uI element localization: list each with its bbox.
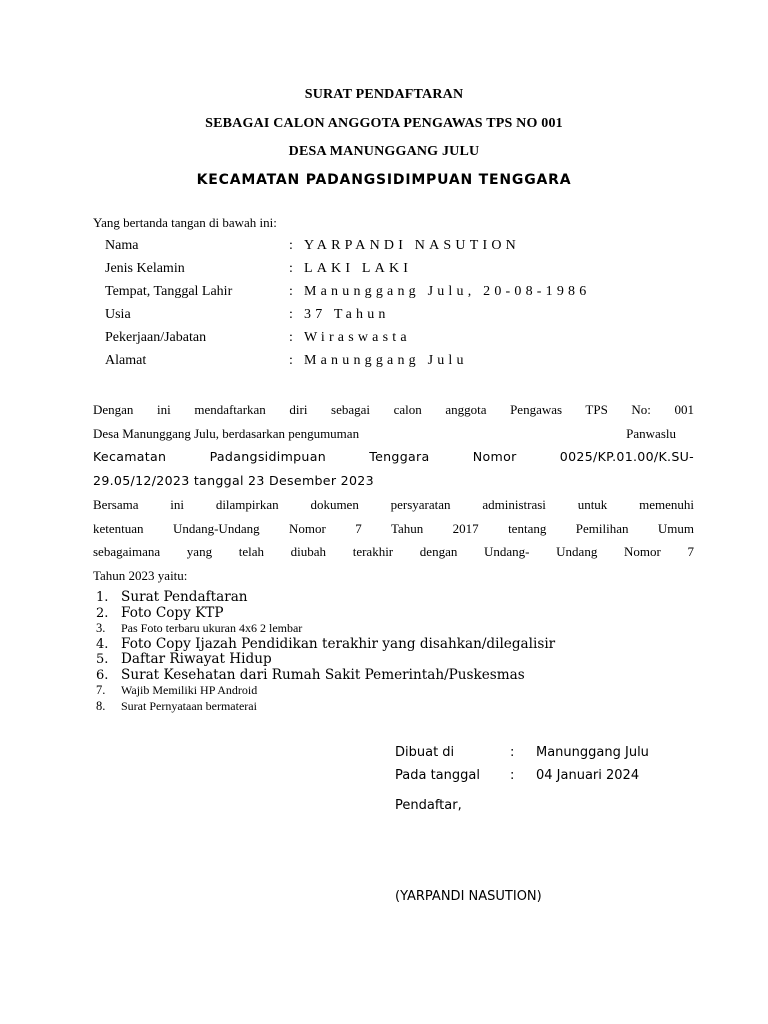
requirement-text: Surat Pendaftaran (121, 589, 248, 605)
requirement-number: 5. (96, 652, 109, 667)
letter-village: DESA MANUNGGANG JULU (288, 144, 480, 159)
place-label: Dibuat di (395, 745, 455, 760)
letter-district: KECAMATAN PADANGSIDIMPUAN TENGGARA (196, 172, 572, 188)
requirement-number: 7. (96, 683, 106, 697)
requirement-number: 2. (96, 605, 109, 621)
identity-colon: : (289, 353, 293, 368)
identity-label: Tempat, Tanggal Lahir (105, 284, 233, 299)
signer-name: (YARPANDI NASUTION) (395, 889, 542, 904)
date-colon: : (510, 768, 515, 783)
identity-colon: : (289, 238, 293, 253)
identity-value: YARPANDI NASUTION (304, 238, 520, 253)
signer-role: Pendaftar, (395, 798, 462, 813)
requirement-item (96, 637, 555, 653)
requirement-item (96, 683, 555, 699)
paragraph-line: Tahun 2023 yaitu: (93, 567, 188, 583)
requirement-item (96, 668, 555, 684)
identity-value: Wiraswasta (304, 330, 411, 345)
identity-colon: : (289, 307, 293, 322)
paragraph-line-start: Desa Manunggang Julu, berdasarkan pengumuman (93, 425, 360, 441)
paragraph-line: Kecamatan Padangsidimpuan Tenggara Nomor 0025/KP.01.00/K.SU- (93, 449, 694, 464)
paragraph-line: sebagaimana yang telah diubah terakhir dengan Undang- Undang Nomor 7 (93, 544, 694, 559)
requirement-text: Surat Kesehatan dari Rumah Sakit Pemerintah/Puskesmas (121, 666, 525, 683)
requirement-item (96, 652, 555, 668)
requirements-list (96, 590, 555, 714)
requirement-text: Wajib Memiliki HP Android (121, 683, 258, 697)
identity-value: Manunggang Julu (304, 353, 468, 368)
requirement-text: Surat Pernyataan bermaterai (121, 698, 257, 713)
requirement-number: 1. (96, 590, 109, 605)
paragraph-line-end: Panwaslu (626, 425, 676, 441)
paragraph-line: Bersama ini dilampirkan dokumen persyaratan administrasi untuk memenuhi (93, 497, 694, 512)
requirement-text: Foto Copy KTP (121, 604, 224, 621)
requirement-text: Foto Copy Ijazah Pendidikan terakhir yang disahkan/dilegalisir (121, 635, 556, 652)
identity-value: 37 Tahun (304, 307, 390, 322)
identity-value: LAKI LAKI (304, 261, 413, 276)
date-label: Pada tanggal (395, 768, 480, 783)
identity-label: Usia (105, 307, 131, 322)
attachment-paragraph (93, 493, 694, 587)
requirement-text: Daftar Riwayat Hidup (121, 651, 272, 667)
date-value: 04 Januari 2024 (536, 768, 640, 783)
identity-label: Alamat (105, 353, 147, 368)
paragraph-line: Dengan ini mendaftarkan diri sebagai calon anggota Pengawas TPS No: 001 (93, 402, 694, 417)
paragraph-line: ketentuan Undang-Undang Nomor 7 Tahun 2017 tentang Pemilihan Umum (93, 520, 694, 536)
requirement-number: 4. (96, 636, 109, 652)
requirement-item (96, 590, 555, 606)
identity-label: Pekerjaan/Jabatan (105, 330, 207, 345)
place-value: Manunggang Julu (536, 745, 649, 760)
intro-text: Yang bertanda tangan di bawah ini: (93, 215, 277, 230)
paragraph-line (93, 422, 694, 446)
identity-colon: : (289, 261, 293, 276)
paragraph-line: 29.05/12/2023 tanggal 23 Desember 2023 (93, 472, 374, 488)
requirement-item (96, 699, 555, 715)
requirement-item (96, 621, 555, 637)
letter-title: SURAT PENDAFTARAN (304, 87, 464, 102)
requirement-number: 6. (96, 667, 109, 683)
requirement-text: Pas Foto terbaru ukuran 4x6 2 lembar (121, 621, 303, 635)
identity-value: Manunggang Julu, 20-08-1986 (304, 284, 591, 299)
requirement-number: 8. (96, 698, 106, 713)
registration-paragraph (93, 398, 694, 492)
identity-colon: : (289, 284, 293, 299)
identity-colon: : (289, 330, 293, 345)
identity-label: Nama (105, 238, 139, 253)
letter-subtitle: SEBAGAI CALON ANGGOTA PENGAWAS TPS NO 001 (205, 116, 563, 131)
identity-label: Jenis Kelamin (105, 261, 185, 276)
requirement-item (96, 606, 555, 622)
place-colon: : (510, 745, 515, 760)
requirement-number: 3. (96, 621, 106, 635)
